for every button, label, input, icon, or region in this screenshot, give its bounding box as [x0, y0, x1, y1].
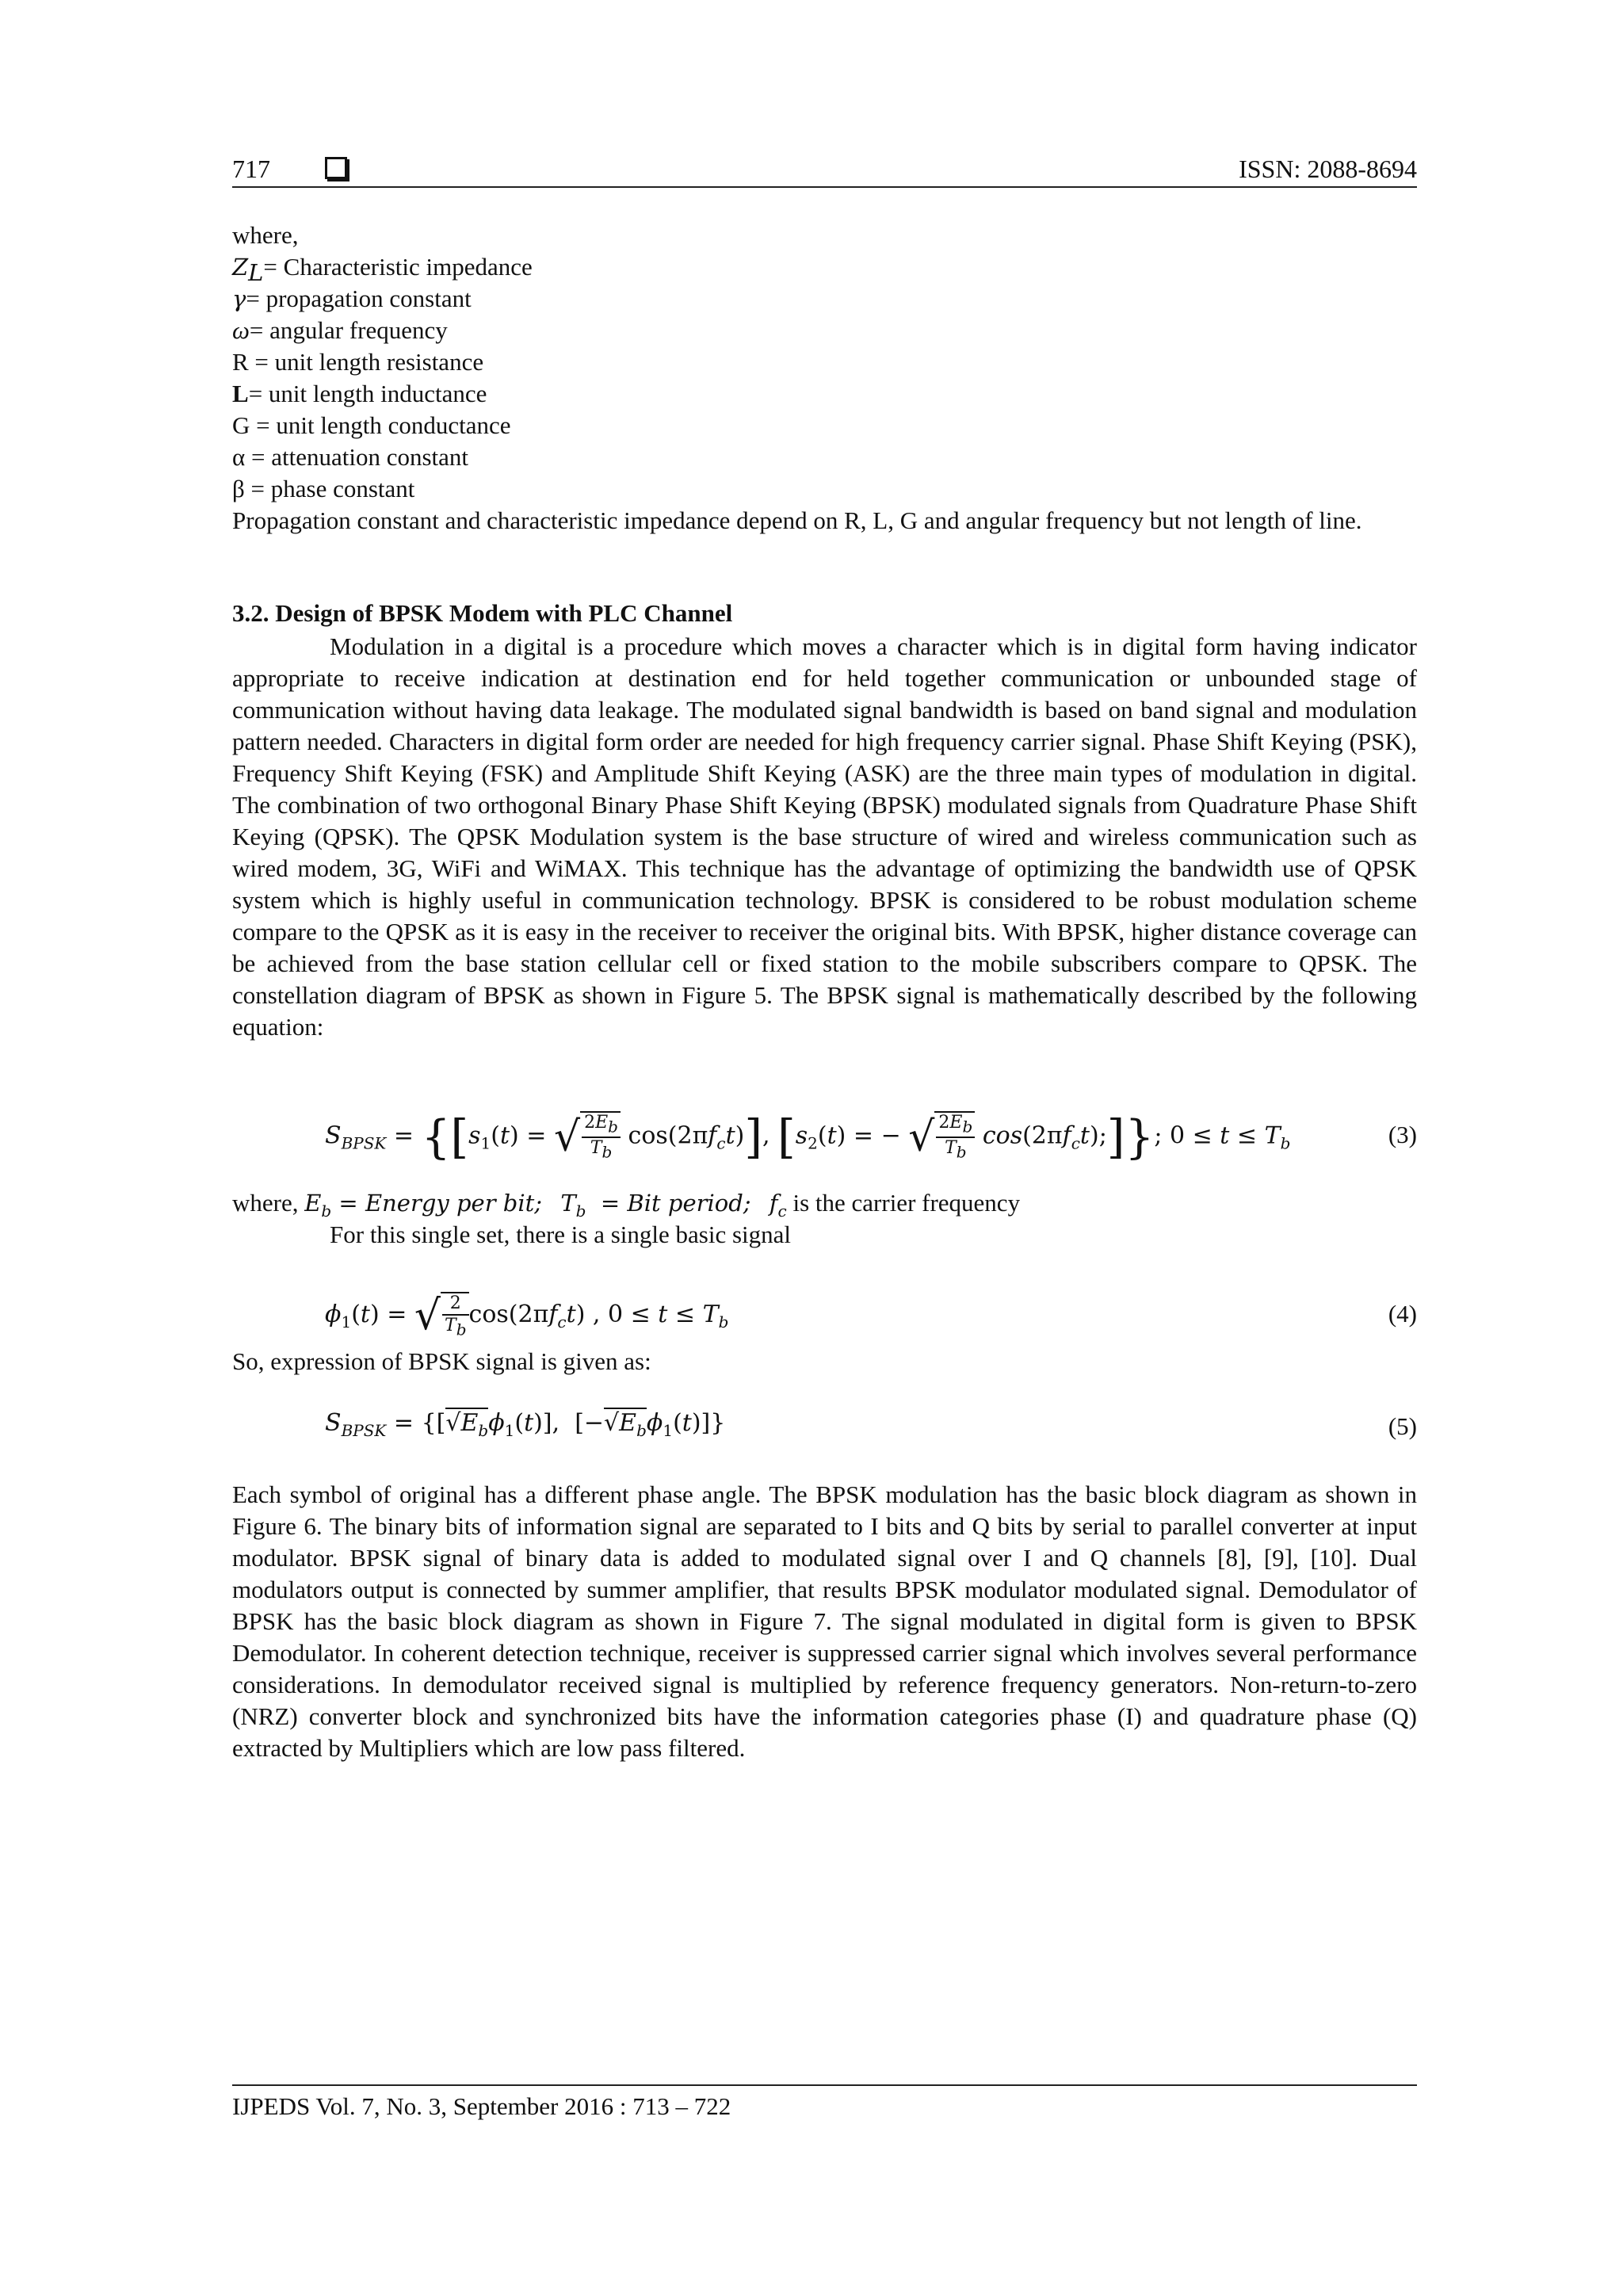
def-gamma: γ= propagation constant [232, 285, 472, 312]
paragraph-1: Modulation in a digital is a procedure which moves a character which is in digital form having indicator appropriate to receive indication at destination end for held together communication or unbounded stage of communication without having data leakage. The modulated signal bandwidth is based on band signal and modulation pattern needed. Characters in digital form order are needed for high frequency carrier signal. Phase Shift Keying (PSK), Frequency Shift Keying (FSK) and Amplitude Shift Keying (ASK) are the three main types of modulation in digital. The combination of two orthogonal Binary Phase Shift Keying (BPSK) modulated signals from Quadrature Phase Shift Keying (QPSK). The QPSK Modulation system is the base structure of wired and wireless communication such as wired modem, 3G, WiFi and WiMAX. This technique has the advantage of optimizing the bandwidth use of QPSK system which is highly useful in communication technology. BPSK is considered to be robust modulation scheme compare to the QPSK as it is easy in the receiver to receiver the original bits. With BPSK, higher distance coverage can be achieved from the base station cellular cell or fixed station to the mobile subscribers compare to QPSK. The constellation diagram of BPSK as shown in Figure 5. The BPSK signal is mathematically described by the following equation: [232, 632, 1417, 1041]
issn: ISSN: 2088-8694 [1239, 155, 1417, 183]
equation-5: $S_{BPSK} = \{[√E_b\phi_1(t)]$, $[-√E_b\phi_1(t)]$} (5) [325, 1409, 1417, 1440]
def-alpha: α = attenuation constant [232, 443, 469, 471]
def-g: G = unit length conductance [232, 411, 511, 439]
single-set-text: For this single set, there is a single basic signal [330, 1221, 792, 1248]
page-number: 717 [232, 155, 270, 183]
equation-4: $\phi_1(t)$ = √ $\frac{2}{T_b}$ $\cos(2\pi f_ct)$ , $0 \le t \le T_b$ (4) [325, 1292, 1417, 1340]
so-expression-text: So, expression of BPSK signal is given as: [232, 1347, 651, 1375]
section-heading: 3.2. Design of BPSK Modem with PLC Channel [232, 599, 733, 627]
equation-5-number: (5) [1388, 1412, 1417, 1440]
def-omega: ω= angular frequency [232, 316, 448, 344]
definitions-block [232, 220, 1417, 537]
def-l: L= unit length inductance [232, 380, 487, 407]
paragraph-2: Each symbol of original has a different phase angle. The BPSK modulation has the basic block diagram as shown in Figure 6. The binary bits of information signal are separated to I bits and Q bits by serial to parallel converter at input modulator. BPSK signal of binary data is added to modulated signal over I and Q channels [8], [9], [10]. Dual modulators output is connected by summer amplifier, that results BPSK modulator modulated signal. Demodulator of BPSK has the basic block diagram as shown in Figure 7. The signal modulated in digital form is given to BPSK Demodulator. In coherent detection technique, receiver is suppressed carrier signal which involves several performance considerations. In demodulator received signal is multiplied by reference frequency generators. Non-return-to-zero (NRZ) converter block and synchronized bits have the information categories phase (I) and quadrature phase (Q) extracted by Multipliers which are low pass filtered. [232, 1480, 1417, 1762]
where-label: where, [232, 221, 299, 249]
page-footer: IJPEDS Vol. 7, No. 3, September 2016 : 713 – 722 [232, 2084, 1417, 2121]
checkbox-square-icon [325, 157, 347, 179]
def-zl: $Z_L=$ Characteristic impedance [232, 253, 533, 287]
page-header [232, 155, 1417, 188]
def-r: R = unit length resistance [232, 348, 484, 376]
equation-3: $S_{BPSK} = \{[s_1(t)$ = √ $\frac{2E_b}{T_b}$ $\cos(2\pi f_ct)$], [$s_2(t)$ = − √ $\frac{2E_b}{T_b}$ $\cos(2\pi f_ct)$;]}; $0 \le t \le T_b$ (3) [325, 1110, 1417, 1164]
where-definitions-2: where, $E_b$ = Energy per bit; $T_b$ = Bit period; $f_c$ is the carrier frequency [232, 1189, 1021, 1221]
def-beta: β = phase constant [232, 475, 415, 502]
equation-3-number: (3) [1388, 1121, 1417, 1148]
equation-4-number: (4) [1388, 1300, 1417, 1328]
def-summary: Propagation constant and characteristic impedance depend on R, L, G and angular frequency but not length of line. [232, 506, 1362, 534]
